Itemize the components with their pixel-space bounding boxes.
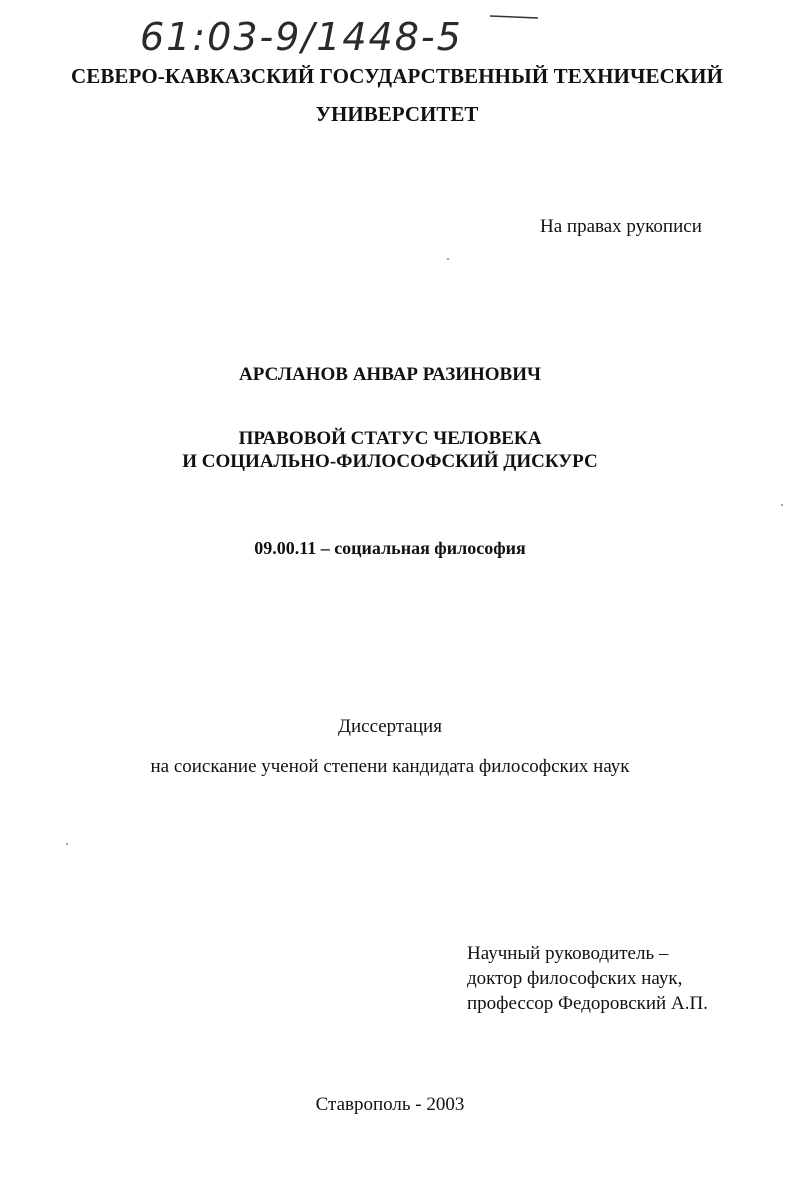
supervisor-line2: доктор философских наук, [467,968,683,989]
dissertation-label: Диссертация [338,716,442,737]
city-year: Ставрополь - 2003 [315,1094,465,1115]
handwritten-code-text: 61:03-9/1448-5 [140,15,463,59]
supervisor-line1: Научный руководитель – [467,943,669,964]
handwritten-stroke [490,16,538,18]
scan-speck [781,504,783,506]
scan-speck [447,258,449,260]
thesis-title-line2: И СОЦИАЛЬНО-ФИЛОСОФСКИЙ ДИСКУРС [182,451,598,472]
manuscript-rights-note: На правах рукописи [540,216,702,237]
specialty-code: 09.00.11 – социальная философия [254,538,526,558]
supervisor-line3: профессор Федоровский А.П. [467,993,708,1014]
university-name-line2: УНИВЕРСИТЕТ [315,102,479,126]
handwritten-catalog-number [130,0,550,66]
university-name-line1: СЕВЕРО-КАВКАЗСКИЙ ГОСУДАРСТВЕННЫЙ ТЕХНИЧЕСКИЙ [70,64,724,88]
author-name: АРСЛАНОВ АНВАР РАЗИНОВИЧ [239,364,541,385]
scan-speck [66,843,68,845]
degree-description: на соискание ученой степени кандидата философских наук [150,756,630,777]
supervisor-block [467,941,708,1016]
thesis-title-line1: ПРАВОВОЙ СТАТУС ЧЕЛОВЕКА [238,428,542,449]
